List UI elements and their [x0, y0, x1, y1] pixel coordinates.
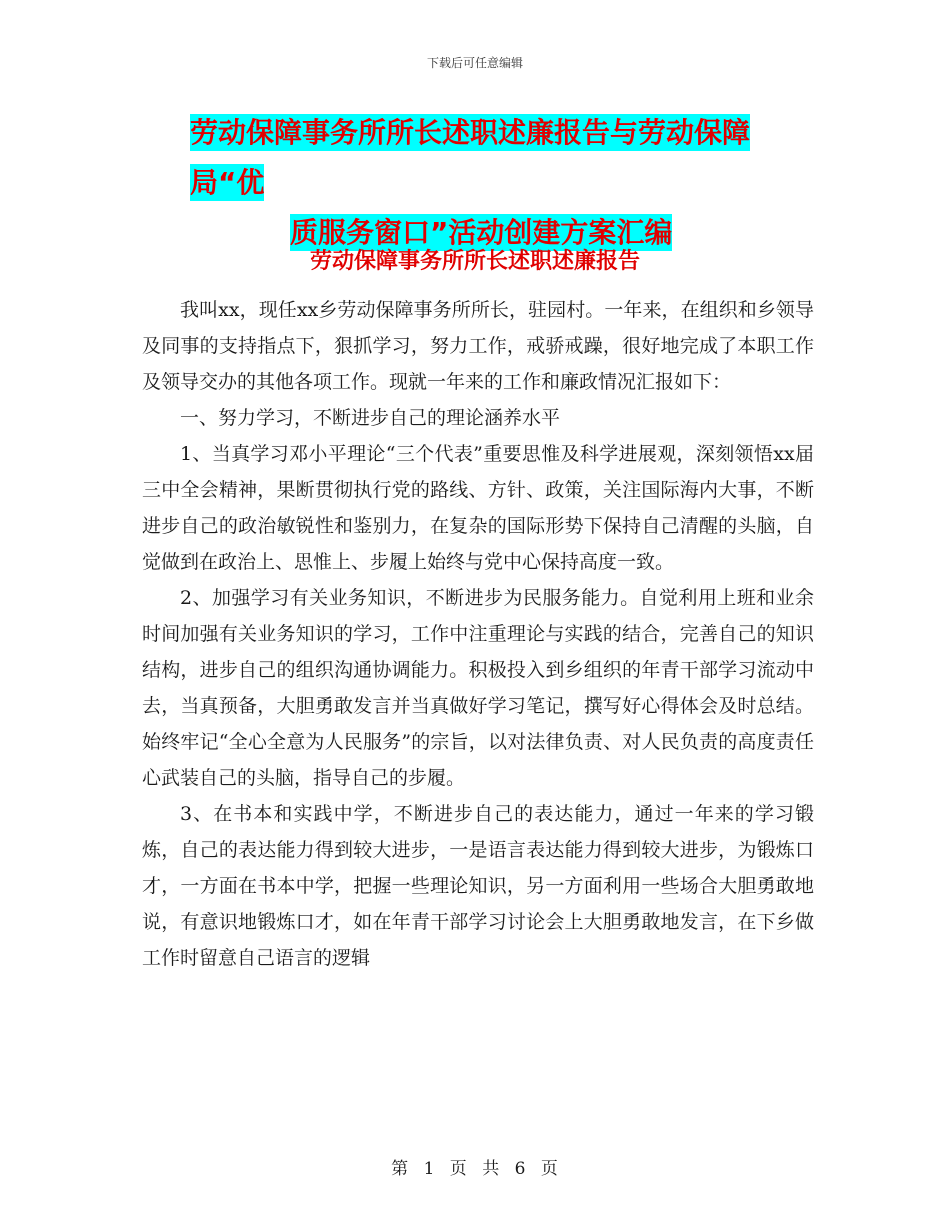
- paragraph-item-2: 2、加强学习有关业务知识，不断进步为民服务能力。自觉利用上班和业余时间加强有关业务知识的学习，工作中注重理论与实践的结合，完善自己的知识结构，进步自己的组织沟通协调能力。积极投入到乡组织的年青干部学习流动中去，当真预备，大胆勇敢发言并当真做好学习笔记，撰写好心得体会及时总结。始终牢记“全心全意为人民服务”的宗旨，以对法律负责、对人民负责的高度责任心武装自己的头脑，指导自己的步履。: [142, 587, 814, 789]
- page-label-mid1: 页: [449, 1159, 468, 1179]
- paragraph-item-1: 1、当真学习邓小平理论“三个代表”重要思惟及科学进展观，深刻领悟xx届三中全会精神，果断贯彻执行党的路线、方针、政策，关注国际海内大事，不断进步自己的政治敏锐性和鉴别力，在复杂的国际形势下保持自己清醒的头脑，自觉做到在政治上、思惟上、步履上始终与党中心保持高度一致。: [142, 443, 814, 573]
- page-total: 6: [514, 1159, 527, 1179]
- header-note: 下载后可任意编辑: [426, 56, 523, 70]
- page-label-post: 页: [540, 1159, 559, 1179]
- page-footer: [0, 1154, 950, 1179]
- page-current: 1: [423, 1159, 436, 1179]
- paragraph-item-3: 3、在书本和实践中学，不断进步自己的表达能力，通过一年来的学习锻炼，自己的表达能力得到较大进步，一是语言表达能力得到较大进步，为锻炼口才，一方面在书本中学，把握一些理论知识，另一方面利用一些场合大胆勇敢地说，有意识地锻炼口才，如在年青干部学习讨论会上大胆勇敢地发言，在下乡做工作时留意自己语言的逻辑: [142, 803, 814, 969]
- document-title-line-2: 质服务窗口”活动创建方案汇编: [290, 216, 673, 249]
- page-label-pre: 第: [391, 1159, 410, 1179]
- section-title: 劳动保障事务所所长述职述廉报告: [309, 249, 640, 274]
- page-label-mid2: 共: [482, 1159, 501, 1179]
- paragraph-intro: 我叫xx，现任xx乡劳动保障事务所所长，驻园村。一年来，在组织和乡领导及同事的支持指点下，狠抓学习，努力工作，戒骄戒躁，很好地完成了本职工作及领导交办的其他各项工作。现就一年来的工作和廉政情况汇报如下：: [142, 299, 814, 393]
- body-text: [142, 292, 814, 976]
- document-title-line-1: 劳动保障事务所所长述职述廉报告与劳动保障局“优: [190, 116, 751, 199]
- paragraph-heading-1: 一、努力学习，不断进步自己的理论涵养水平: [180, 407, 561, 429]
- document-title: [140, 108, 820, 258]
